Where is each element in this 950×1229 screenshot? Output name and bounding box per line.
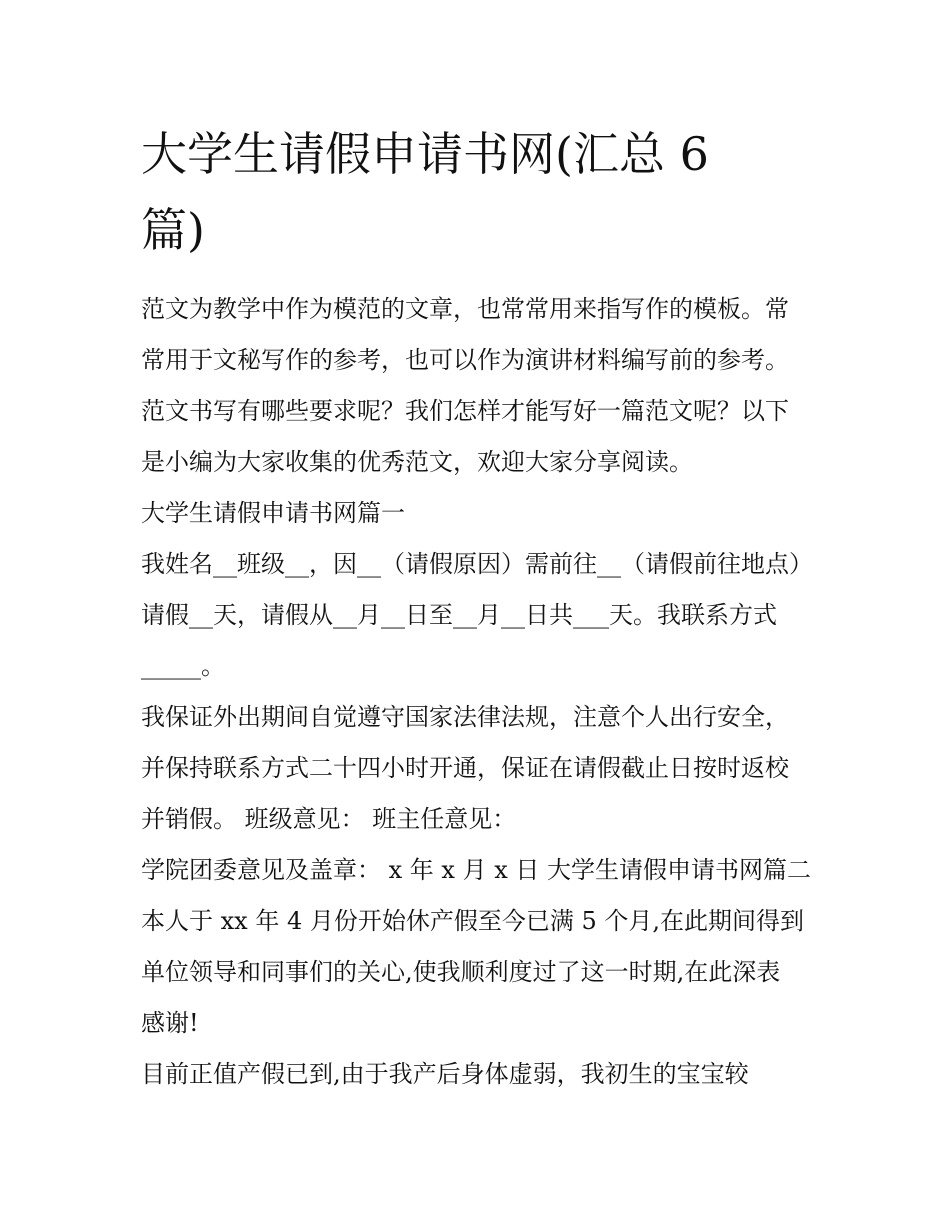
paragraph-line: 感谢! (141, 1009, 199, 1037)
document-title-line-1: 大学生请假申请书网(汇总 6 (141, 127, 709, 181)
paragraph-line: 并保持联系方式二十四小时开通，保证在请假截止日按时返校 (141, 754, 789, 782)
paragraph-line: 范文为教学中作为模范的文章，也常常用来指写作的模板。常 (141, 295, 789, 323)
document-body (141, 116, 821, 1100)
paragraph-line: 我姓名__班级__，因__（请假原因）需前往__（请假前往地点） (141, 550, 813, 578)
paragraph-line: 范文书写有哪些要求呢？我们怎样才能写好一篇范文呢？以下 (141, 397, 789, 425)
paragraph-line: 我保证外出期间自觉遵守国家法律法规，注意个人出行安全， (141, 703, 789, 731)
section-heading: 大学生请假申请书网篇一 (141, 499, 405, 527)
document-title (141, 116, 821, 268)
paragraph-line: 单位领导和同事们的关心,使我顺利度过了这一时期,在此深表 (141, 958, 781, 986)
document-title-line-2: 篇) (141, 203, 205, 257)
paragraph-line: 请假__天，请假从__月__日至__月__日共___天。我联系方式 (141, 601, 777, 629)
paragraph-line: 是小编为大家收集的优秀范文，欢迎大家分享阅读。 (141, 448, 693, 476)
paragraph-line: 目前正值产假已到,由于我产后身体虚弱，我初生的宝宝较 (141, 1060, 749, 1088)
paragraph-line: _____。 (141, 652, 225, 680)
paragraph-line: 并销假。 班级意见： 班主任意见： (141, 805, 517, 833)
paragraph-line: 学院团委意见及盖章： x 年 x 月 x 日 大学生请假申请书网篇二 (141, 856, 812, 884)
paragraph-line: 本人于 xx 年 4 月份开始休产假至今已满 5 个月,在此期间得到 (141, 907, 805, 935)
paragraph-line: 常用于文秘写作的参考，也可以作为演讲材料编写前的参考。 (141, 346, 789, 374)
